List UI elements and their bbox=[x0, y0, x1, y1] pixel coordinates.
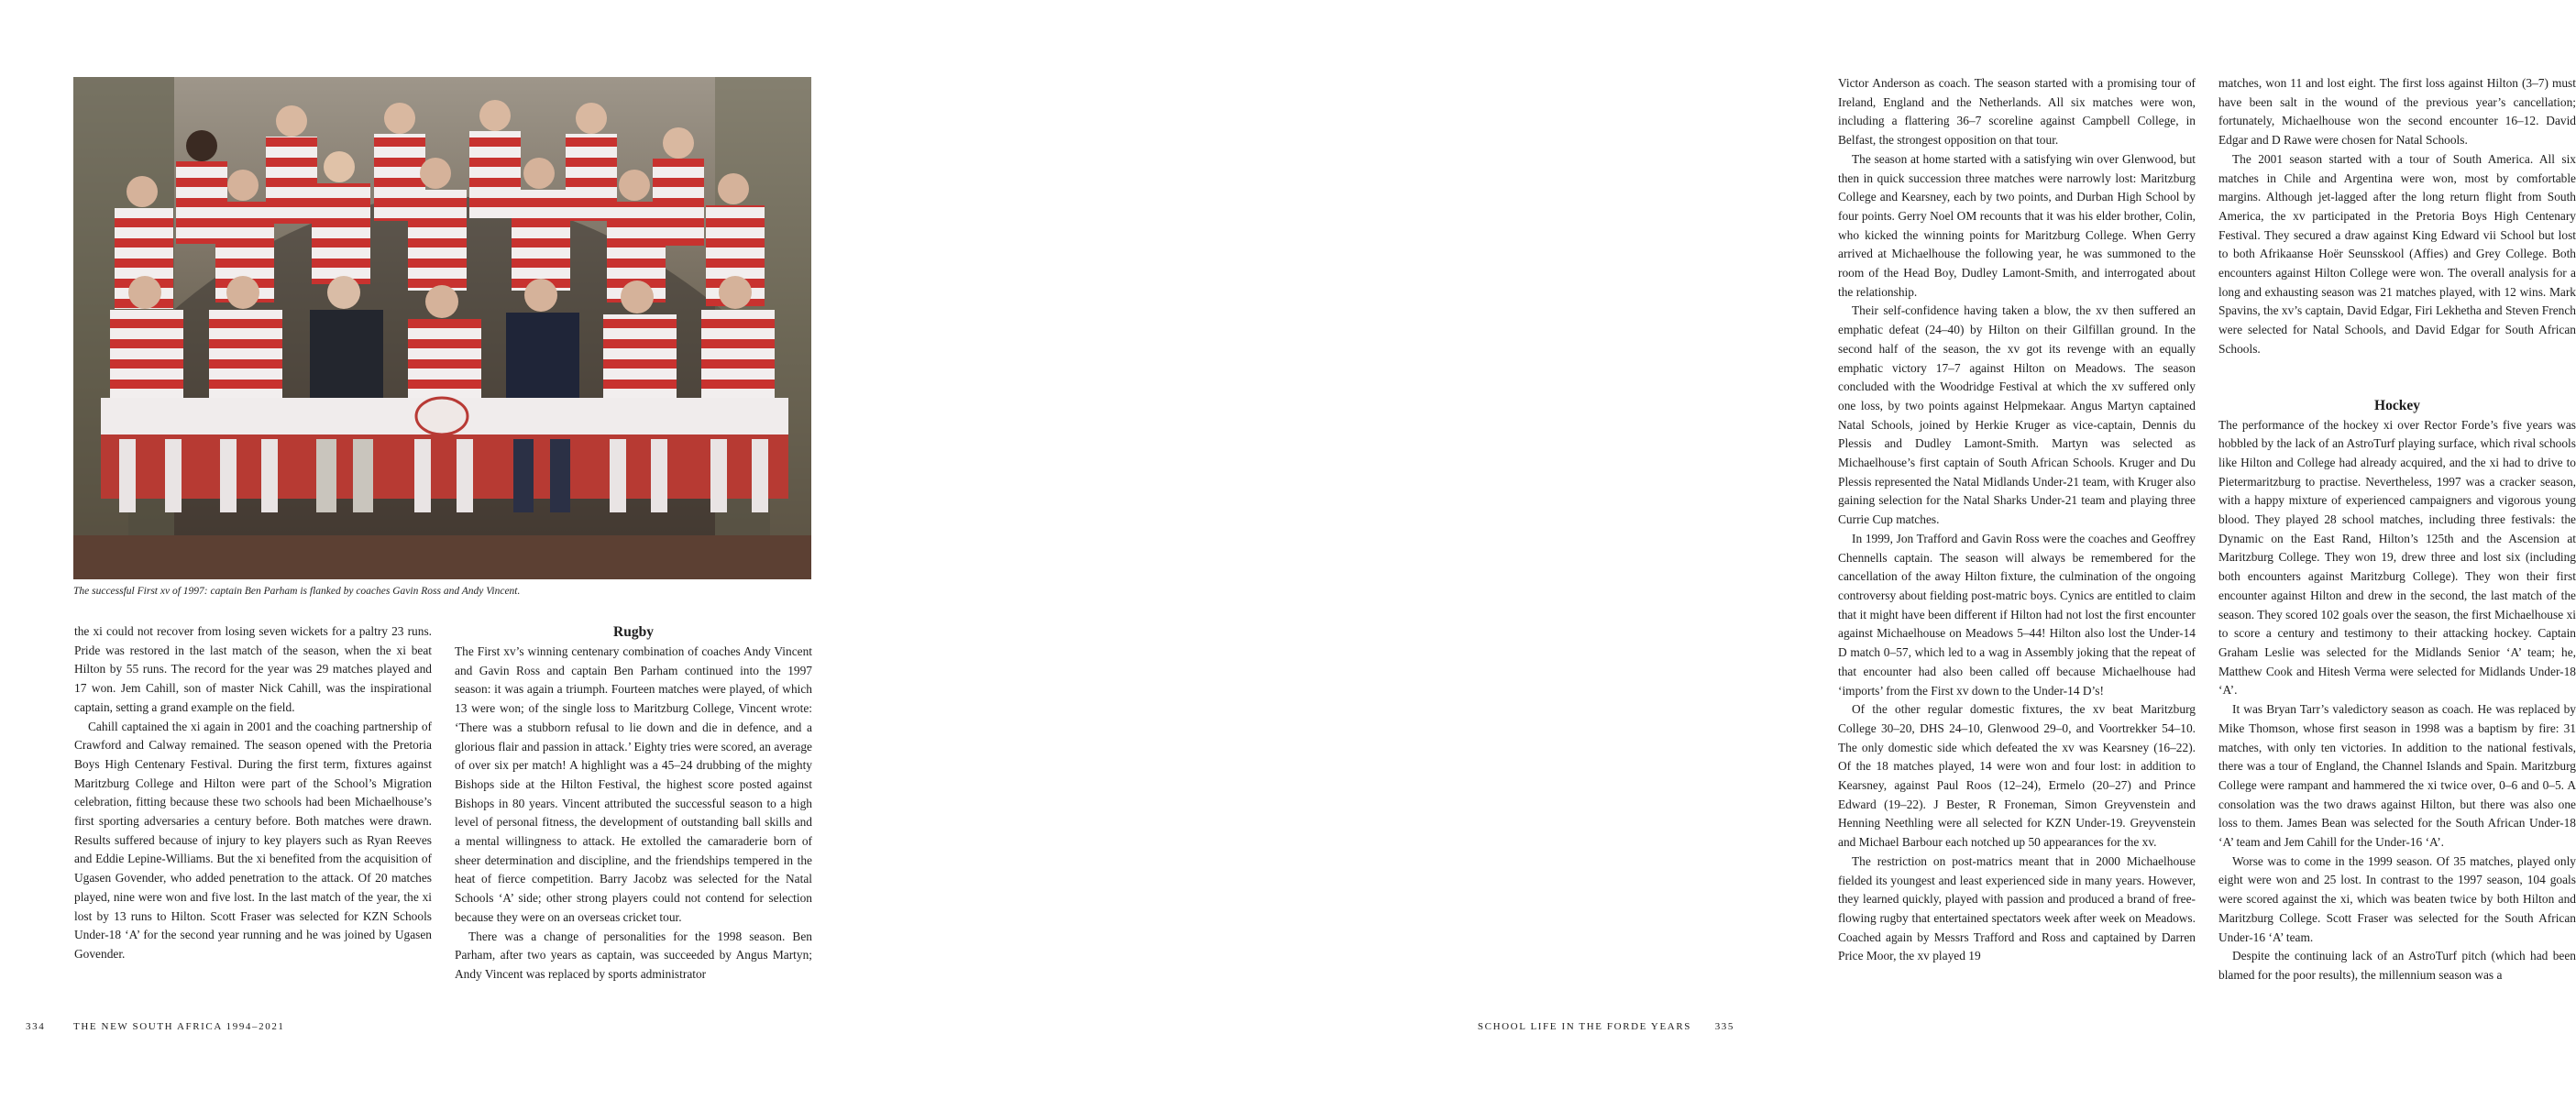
running-head-right: SCHOOL LIFE IN THE FORDE YEARS bbox=[1477, 1021, 1691, 1032]
paragraph: matches, won 11 and lost eight. The first loss against Hilton (3–7) must have been salt in the wound of the previous year’s cancellation; fortunately, Michaelhouse won the second encounter 16–12. David Edgar and D Rawe were chosen for Natal Schools. bbox=[2218, 76, 2576, 148]
paragraph: The First xv’s winning centenary combination of coaches Andy Vincent and Gavin Ross and captain Ben Parham continued into the 1997 season: it was again a triumph. Fourteen matches were played, of which 13 were won; of the single loss to Maritzburg College, Vincent wrote: ‘There was a stubborn refusal to lie down and die in defence, and a glorious flair and passion in attack.’ Eighty tries were scored, an average of over six per match! A highlight was a 45–24 drubbing of the mighty Bishops side at the Hilton Festival, the highest score posted against Bishops in 80 years. Vincent attributed the successful season to a high level of personal fitness, the development of outstanding ball skills and a mental willingness to attack. He extolled the camaraderie born of sheer determination and discipline, and the friendships tempered in the heat of fierce competition. Barry Jacobz was selected for the Natal Schools ‘A’ side; other strong players could not contend for selection because they were on an overseas cricket tour. bbox=[455, 644, 812, 924]
paragraph: Their self-confidence having taken a blow, the xv then suffered an emphatic defeat (24–40) by Hilton on their Gilfillan ground. In the second half of the season, the xv got its revenge with an equally emphatic victory 17–7 against Hilton on Meadows. The season concluded with the Woodridge Festival at which the xv suffered only one loss, by two points against Helpmekaar. Angus Martyn captained Natal Schools, joined by Herkie Kruger as vice-captain, Dennis du Plessis and Dudley Lamont-Smith. Martyn was selected as Michaelhouse’s first captain of South African Schools. Kruger and Du Plessis represented the Natal Midlands Under-21 team, with Kruger also gaining selection for the Natal Sharks Under-21 team and playing three Currie Cup matches. bbox=[1838, 303, 2196, 527]
right-page bbox=[880, 0, 2576, 1100]
paragraph: The restriction on post-matrics meant that in 2000 Michaelhouse fielded its youngest and least experienced side in many years. However, they learned quickly, played with passion and produced a brand of free-flowing rugby that entertained spectators week after week on Meadows. Coached again by Messrs Trafford and Ross and captained by Darren Price Moor, the xv played 19 bbox=[1838, 853, 2196, 963]
left-column-2 bbox=[455, 622, 812, 984]
paragraph: the xi could not recover from losing seven wickets for a paltry 23 runs. Pride was restored in the last match of the season, when the xi beat Hilton by 55 runs. The record for the year was 29 matches played and 17 won. Jem Cahill, son of master Nick Cahill, was the inspirational captain, setting a grand example on the field. bbox=[74, 624, 432, 714]
paragraph: In 1999, Jon Trafford and Gavin Ross were the coaches and Geoffrey Chennells captain. The season will always be remembered for the cancellation of the away Hilton fixture, the culmination of the ongoing controversy about fielding post-matric boys. Cynics are entitled to claim that it might have been different if Hilton had not lost the first encounter against Michaelhouse on Meadows 5–44! Hilton also lost the Under-14 D match 0–57, which led to a wag in Assembly joking that the repeat of that encounter had also been called off because Michaelhouse had ‘imports’ from the First xv down to the Under-14 D’s! bbox=[1838, 531, 2196, 698]
page-number-right: 335 bbox=[1714, 1021, 1734, 1032]
paragraph: The performance of the hockey xi over Rector Forde’s five years was hobbled by the lack of an AstroTurf playing surface, which rival schools like Hilton and College had already acquired, and the xi had to drive to Pietermaritzburg to practise. Nevertheless, 1997 was a cracker season, with a happy mixture of experienced campaigners and vigorous young blood. They played 28 school matches, including three festivals: the Dynamic on the East Rand, Hilton’s 125th and the Ascension at Maritzburg College. They won 19, drew three and lost six (including both encounters against Maritzburg College). They won their first encounter against Hilton and drew in the second, the last match of the season. They scored 102 goals over the season, the first Michaelhouse xi to score a century and testimony to their attacking hockey. Captain Graham Leslie was selected for the Midlands Senior ‘A’ team; he, Matthew Cook and Hitesh Verma were selected for Midlands Under-18 ‘A’. bbox=[2218, 417, 2576, 698]
paragraph: Of the other regular domestic fixtures, the xv beat Maritzburg College 30–20, DHS 24–10, Glenwood 29–0, and Voortrekker 54–10. The only domestic side which defeated the xv was Kearsney (16–22). Of the 18 matches played, 14 were won and four lost: in addition to Kearsney, against Paul Roos (12–24), Ermelo (20–27) and Prince Edward (19–22). J Bester, R Froneman, Simon Greyvenstein and Henning Neethling were all selected for KZN Under-19. Greyvenstein and Michael Barbour each notched up 50 appearances for the xv. bbox=[1838, 702, 2196, 850]
paragraph: It was Bryan Tarr’s valedictory season as coach. He was replaced by Mike Thomson, whose first season in 1998 was a baptism by fire: 31 matches, with only ten victories. In addition to the national festivals, there was a tour of England, the Channel Islands and Spain. Maritzburg College were rampant and hammered the xi twice over, 0–6 and 0–5. A consolation was the two draws against Hilton, but there was also one loss to them. James Bean was selected for the South African Under-18 ‘A’ team and Jem Cahill for the Under-16 ‘A’. bbox=[2218, 702, 2576, 850]
right-column-2 bbox=[2218, 74, 2576, 985]
left-page bbox=[0, 0, 880, 1100]
photo-caption: The successful First xv of 1997: captain Ben Parham is flanked by coaches Gavin Ross and Andy Vincent. bbox=[73, 586, 521, 597]
paragraph: Victor Anderson as coach. The season started with a promising tour of Ireland, England and the Netherlands. All six matches were won, including a flattering 36–7 scoreline against Campbell College, in Belfast, the strongest opposition on that tour. bbox=[1838, 76, 2196, 148]
running-head-left: THE NEW SOUTH AFRICA 1994–2021 bbox=[73, 1021, 285, 1032]
paragraph: There was a change of personalities for the 1998 season. Ben Parham, after two years as captain, was succeeded by Angus Martyn; Andy Vincent was replaced by sports administrator bbox=[455, 929, 812, 981]
paragraph: Cahill captained the xi again in 2001 and the coaching partnership of Crawford and Calway remained. The season opened with the Pretoria Boys High Centenary Festival. During the first term, fixtures against Maritzburg College and Hilton were part of the School’s Migration celebration, fitting because these two schools had been Michaelhouse’s first sporting adversaries a century before. Both matches were drawn. Results suffered because of injury to key players such as Ryan Reeves and Eddie Lepine-Williams. But the xi benefited from the acquisition of Ugasen Govender, who added penetration to the attack. Of 20 matches played, nine were won and five lost. In the last match of the year, the xi lost by 13 runs to Hilton. Scott Fraser was selected for KZN Schools Under-18 ‘A’ for the second year running and he was joined by Ugasen Govender. bbox=[74, 719, 432, 961]
paragraph: The 2001 season started with a tour of South America. All six matches in Chile and Argentina were won, most by comfortable margins. Although jet-lagged after the long return flight from South America, the xv participated in the Pretoria Boys High Centenary Festival. They secured a draw against King Edward vii School but lost to both Afrikaanse Hoër Seunsskool (Affies) and Grey College. Both encounters against Hilton College were won. The overall analysis for a long and exhausting season was 21 matches played, with 12 wins. Mark Spavins, the xv’s captain, David Edgar, Firi Lekhetha and Steven French were selected for Natal Schools, and David Edgar for South African Schools. bbox=[2218, 151, 2576, 356]
section-heading-rugby: Rugby bbox=[613, 624, 654, 640]
team-photo bbox=[73, 77, 811, 579]
page-number-left: 334 bbox=[26, 1021, 46, 1032]
left-column-1 bbox=[74, 622, 432, 964]
section-heading-hockey: Hockey bbox=[2374, 397, 2420, 413]
paragraph: Worse was to come in the 1999 season. Of 35 matches, played only eight were won and 25 lost. In contrast to the 1997 season, 104 goals were scored against the xi, which was beaten twice by both Hilton and Maritzburg College. Scott Fraser was selected for the South African Under-16 ‘A’ team. bbox=[2218, 853, 2576, 944]
paragraph: Despite the continuing lack of an AstroTurf pitch (which had been blamed for the poor results), the millennium season was a bbox=[2218, 949, 2576, 982]
paragraph: The season at home started with a satisfying win over Glenwood, but then in quick succession three matches were narrowly lost: Maritzburg College and Kearsney, each by two points, and Durban High School by four points. Gerry Noel OM recounts that it was his elder brother, Colin, who kicked the winning points for Maritzburg College. When Gerry arrived at Michaelhouse the following year, he was summoned to the room of the Head Boy, Dudley Lamont-Smith, and interrogated about the relationship. bbox=[1838, 151, 2196, 299]
right-column-1 bbox=[1838, 74, 2196, 966]
